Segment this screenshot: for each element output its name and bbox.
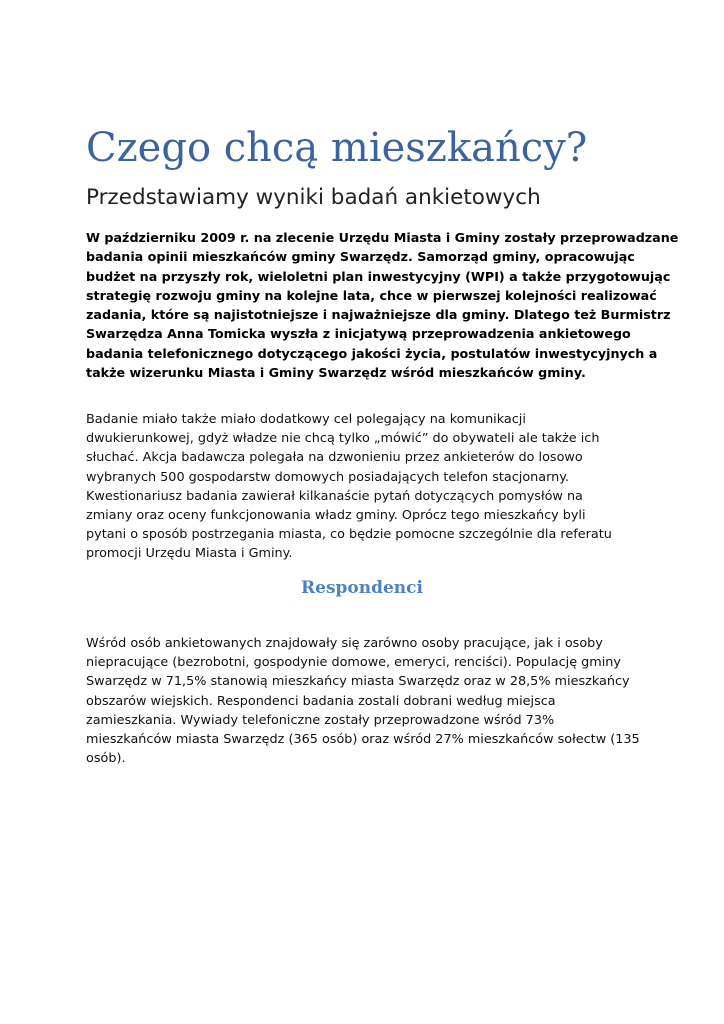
paragraph-line: Kwestionariusz badania zawierał kilkanaście pytań dotyczących pomysłów na [86, 488, 583, 504]
lead-line: także wizerunku Miasta i Gminy Swarzędz wśród mieszkańców gminy. [86, 365, 586, 381]
section-heading-respondents: Respondenci [301, 578, 423, 598]
paragraph-line: promocji Urzędu Miasta i Gminy. [86, 546, 293, 562]
lead-line: W październiku 2009 r. na zlecenie Urzędu Miasta i Gminy zostały przeprowadzane [86, 230, 679, 245]
lead-line: strategię rozwoju gminy na kolejne lata, chce w pierwszej kolejności realizować [86, 287, 657, 303]
paragraph-line: Badanie miało także miało dodatkowy cel polegający na komunikacji [86, 412, 526, 427]
paragraph-line: wybranych 500 gospodarstw domowych posiadających telefon stacjonarny. [86, 469, 570, 485]
paragraph-line: obszarów wiejskich. Respondenci badania zostali dobrani według miejsca [86, 693, 556, 709]
paragraph-line: słuchać. Akcja badawcza polegała na dzwonieniu przez ankieterów do losowo [86, 450, 583, 466]
paragraph-line: zmiany oraz oceny funkcjonowania władz gminy. Oprócz tego mieszkańcy byli [86, 508, 586, 524]
lead-line: Swarzędza Anna Tomicka wyszła z inicjatywą przeprowadzenia ankietowego [86, 326, 631, 342]
paragraph-line: niepracujące (bezrobotni, gospodynie domowe, emeryci, renciści). Populację gminy [86, 655, 621, 671]
page-subtitle: Przedstawiamy wyniki badań ankietowych [86, 185, 541, 210]
paragraph-line: dwukierunkowej, gdyż władze nie chcą tylko „mówić” do obywateli ale także ich [86, 431, 600, 447]
page-title: Czego chcą mieszkańcy? [86, 125, 588, 171]
lead-line: badania opinii mieszkańców gminy Swarzędz. Samorząd gminy, opracowując [86, 249, 635, 265]
lead-line: zadania, które są najistotniejsze i najważniejsze dla gminy. Dlatego też Burmistrz [86, 307, 671, 323]
paragraph-line: zamieszkania. Wywiady telefoniczne zostały przeprowadzone wśród 73% [86, 712, 555, 728]
paragraph-line: pytani o sposób postrzegania miasta, co będzie pomocne szczególnie dla referatu [86, 527, 612, 543]
lead-line: budżet na przyszły rok, wieloletni plan inwestycyjny (WPI) a także przygotowując [86, 268, 671, 284]
paragraph-line: Wśród osób ankietowanych znajdowały się zarówno osoby pracujące, jak i osoby [86, 636, 603, 651]
paragraph-line: osób). [86, 751, 126, 767]
lead-line: badania telefonicznego dotyczącego jakości życia, postulatów inwestycyjnych a [86, 345, 658, 361]
lead-paragraph [86, 228, 679, 382]
paragraph-line: mieszkańców miasta Swarzędz (365 osób) oraz wśród 27% mieszkańców sołectw (135 [86, 732, 640, 748]
body-paragraph-survey [86, 410, 646, 564]
body-paragraph-respondents [86, 634, 646, 768]
paragraph-line: Swarzędz w 71,5% stanowią mieszkańcy miasta Swarzędz oraz w 28,5% mieszkańcy [86, 674, 630, 690]
